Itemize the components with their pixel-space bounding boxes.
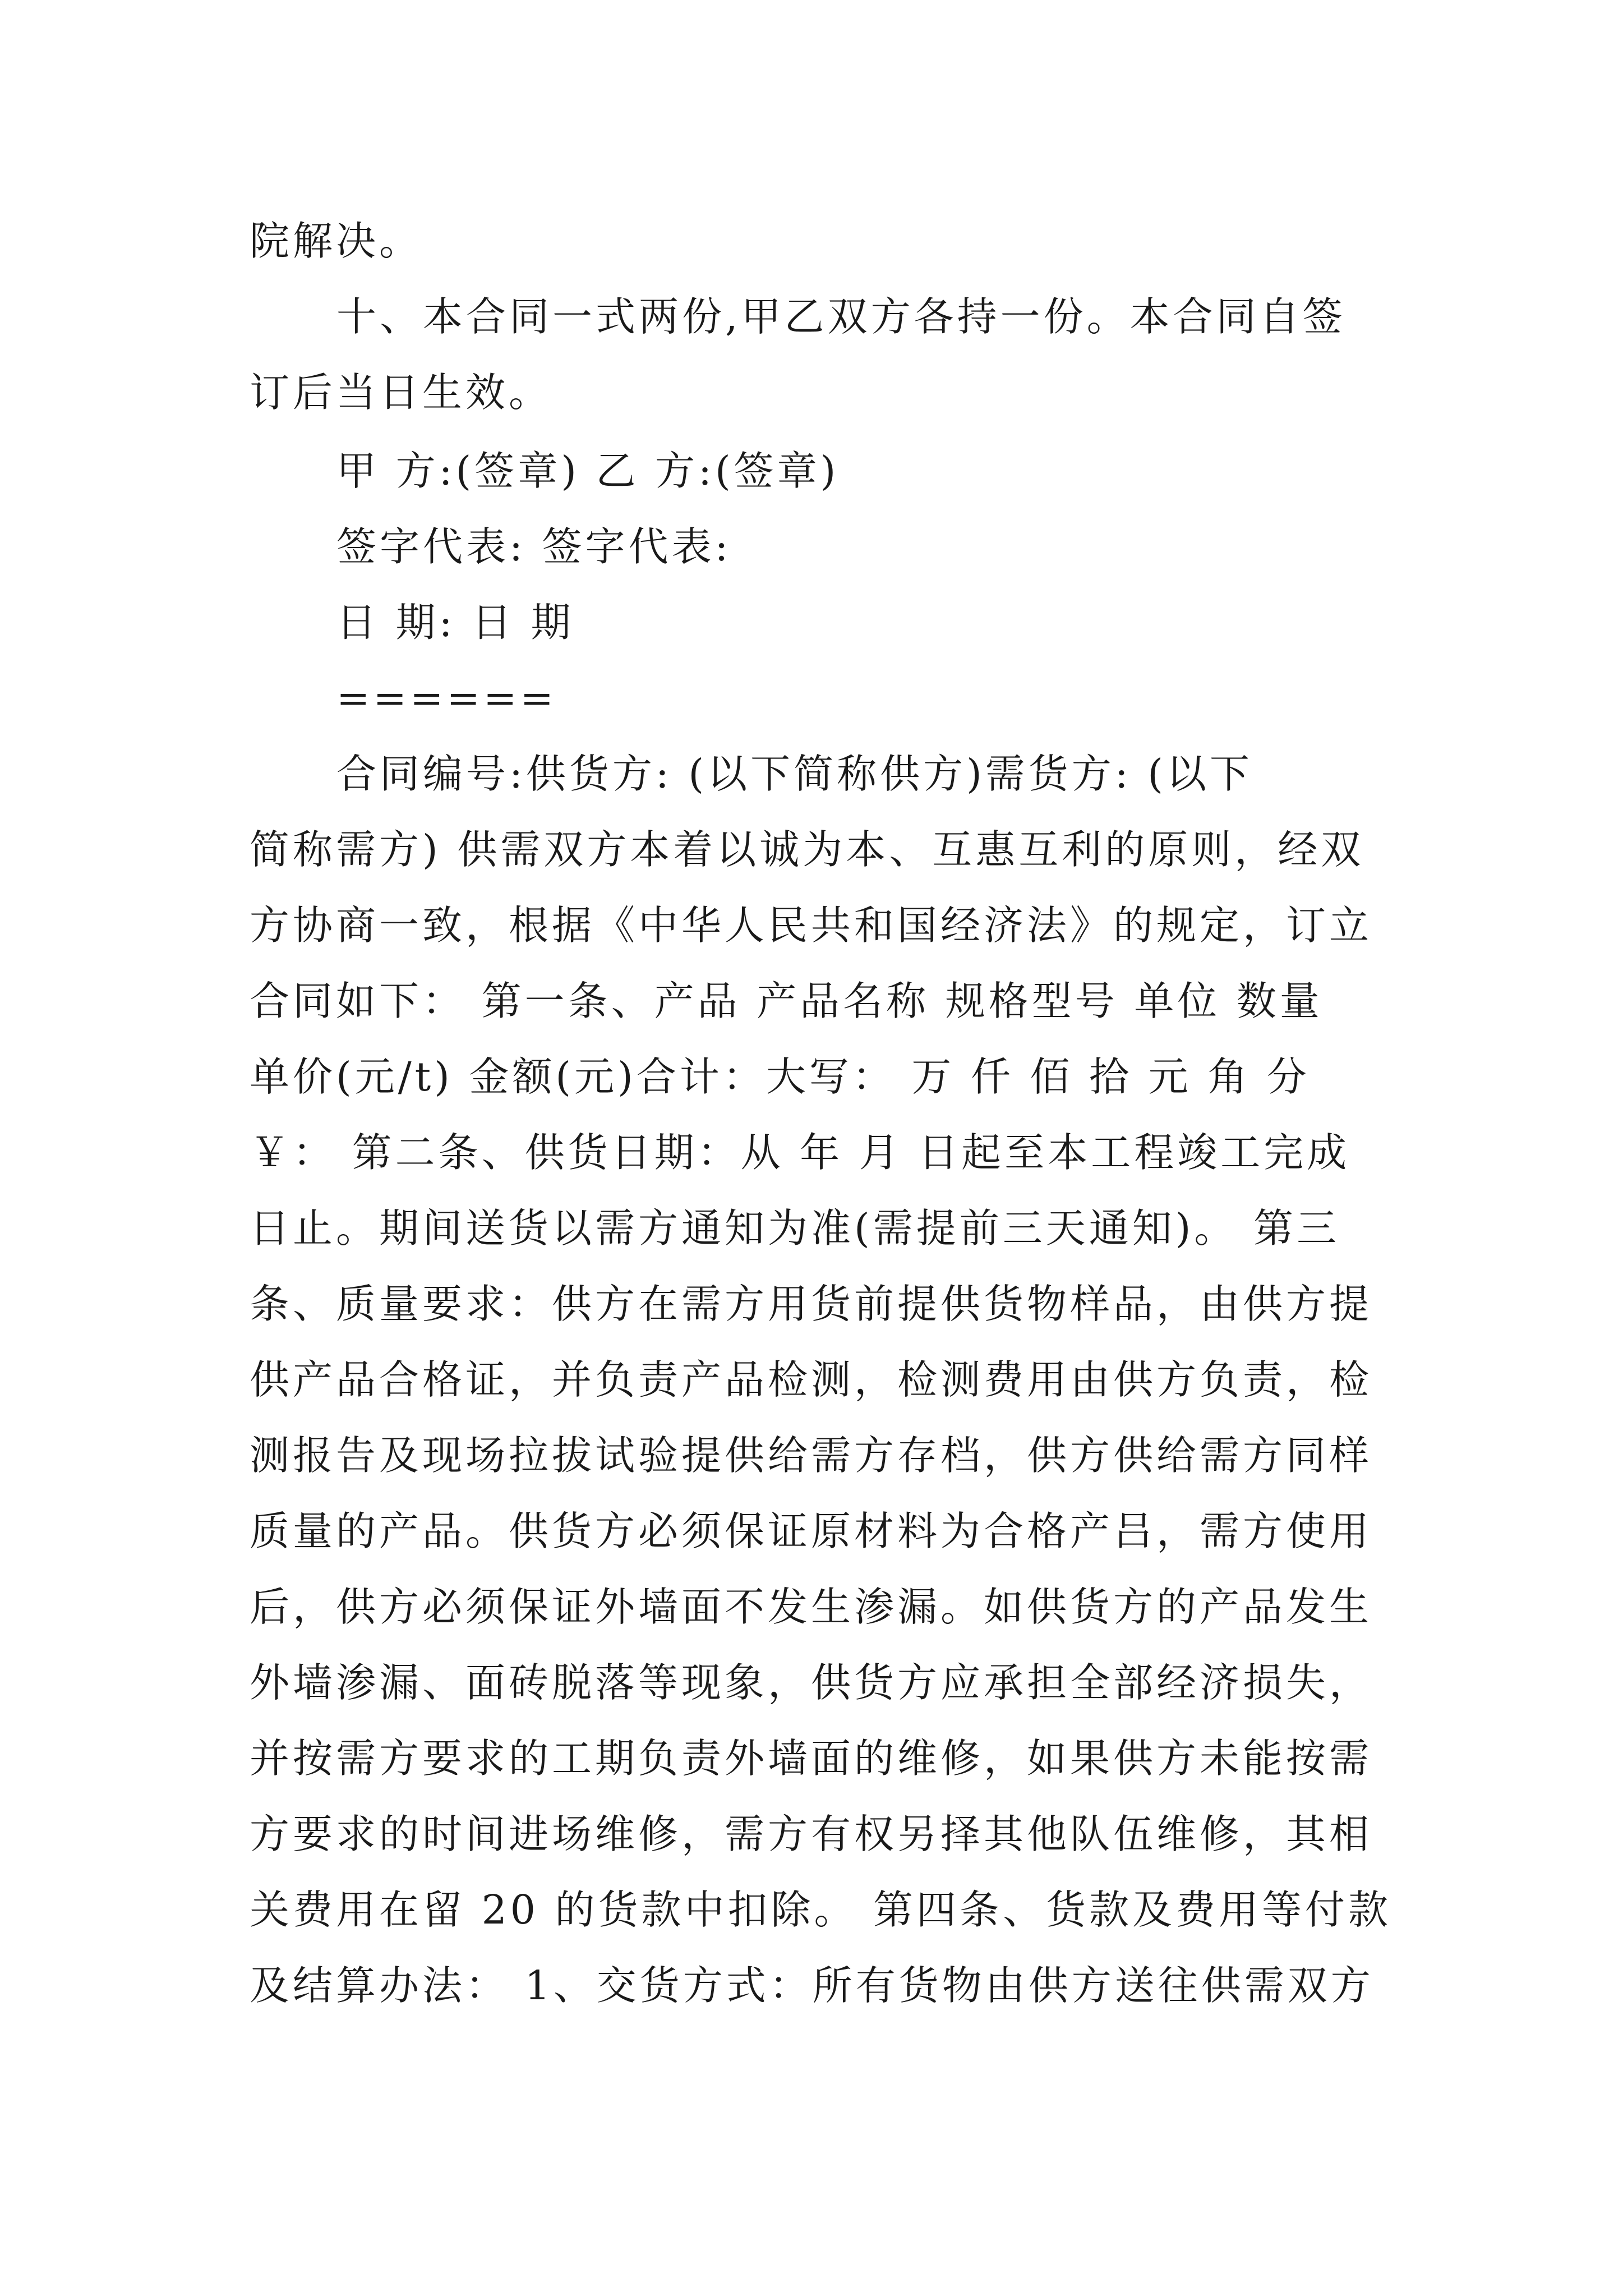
text-line: 及结算办法： 1、交货方式：所有货物由供方送往供需双方	[250, 1962, 1374, 2009]
text-line: 单价(元/t) 金额(元)合计：大写： 万 仟 佰 拾 元 角 分	[250, 1053, 1310, 1100]
signature-line-parties: 甲 方:(签章) 乙 方:(签章)	[336, 448, 840, 494]
text-line: 合同如下： 第一条、产品 产品名称 规格型号 单位 数量	[250, 978, 1323, 1024]
signature-line-date: 日 期: 日 期	[336, 599, 574, 646]
text-line: 日止。期间送货以需方通知为准(需提前三天通知)。 第三	[250, 1205, 1340, 1251]
text-line: 后，供方必须保证外墙面不发生渗漏。如供货方的产品发生	[250, 1584, 1373, 1630]
text-line: 并按需方要求的工期负责外墙面的维修，如果供方未能按需	[250, 1735, 1373, 1782]
text-line: 方要求的时间进场维修，需方有权另择其他队伍维修，其相	[250, 1811, 1373, 1857]
text-line: 外墙渗漏、面砖脱落等现象，供货方应承担全部经济损失，	[250, 1659, 1373, 1706]
section-divider: ======	[336, 675, 557, 721]
text-line: 方协商一致，根据《中华人民共和国经济法》的规定，订立	[250, 902, 1373, 949]
text-line: 条、质量要求：供方在需方用货前提供货物样品，由供方提	[250, 1281, 1373, 1327]
text-line: 订后当日生效。	[250, 369, 552, 416]
text-line: 简称需方) 供需双方本着以诚为本、互惠互利的原则，经双	[250, 826, 1364, 873]
text-line: 院解决。	[250, 218, 423, 264]
text-line: 关费用在留 20 的货款中扣除。 第四条、货款及费用等付款	[250, 1887, 1392, 1933]
text-line: 合同编号:供货方: (以下简称供方)需货方: (以下	[336, 751, 1253, 797]
text-line: 测报告及现场拉拔试验提供给需方存档，供方供给需方同样	[250, 1432, 1373, 1479]
signature-line-representatives: 签字代表: 签字代表:	[336, 523, 732, 570]
text-line: ￥： 第二条、供货日期：从 年 月 日起至本工程竣工完成	[250, 1129, 1350, 1176]
text-line: 十、本合同一式两份,甲乙双方各持一份。本合同自签	[336, 293, 1346, 340]
text-line: 质量的产品。供货方必须保证原材料为合格产吕，需方使用	[250, 1508, 1373, 1554]
text-line: 供产品合格证，并负责产品检测，检测费用由供方负责，检	[250, 1356, 1373, 1403]
